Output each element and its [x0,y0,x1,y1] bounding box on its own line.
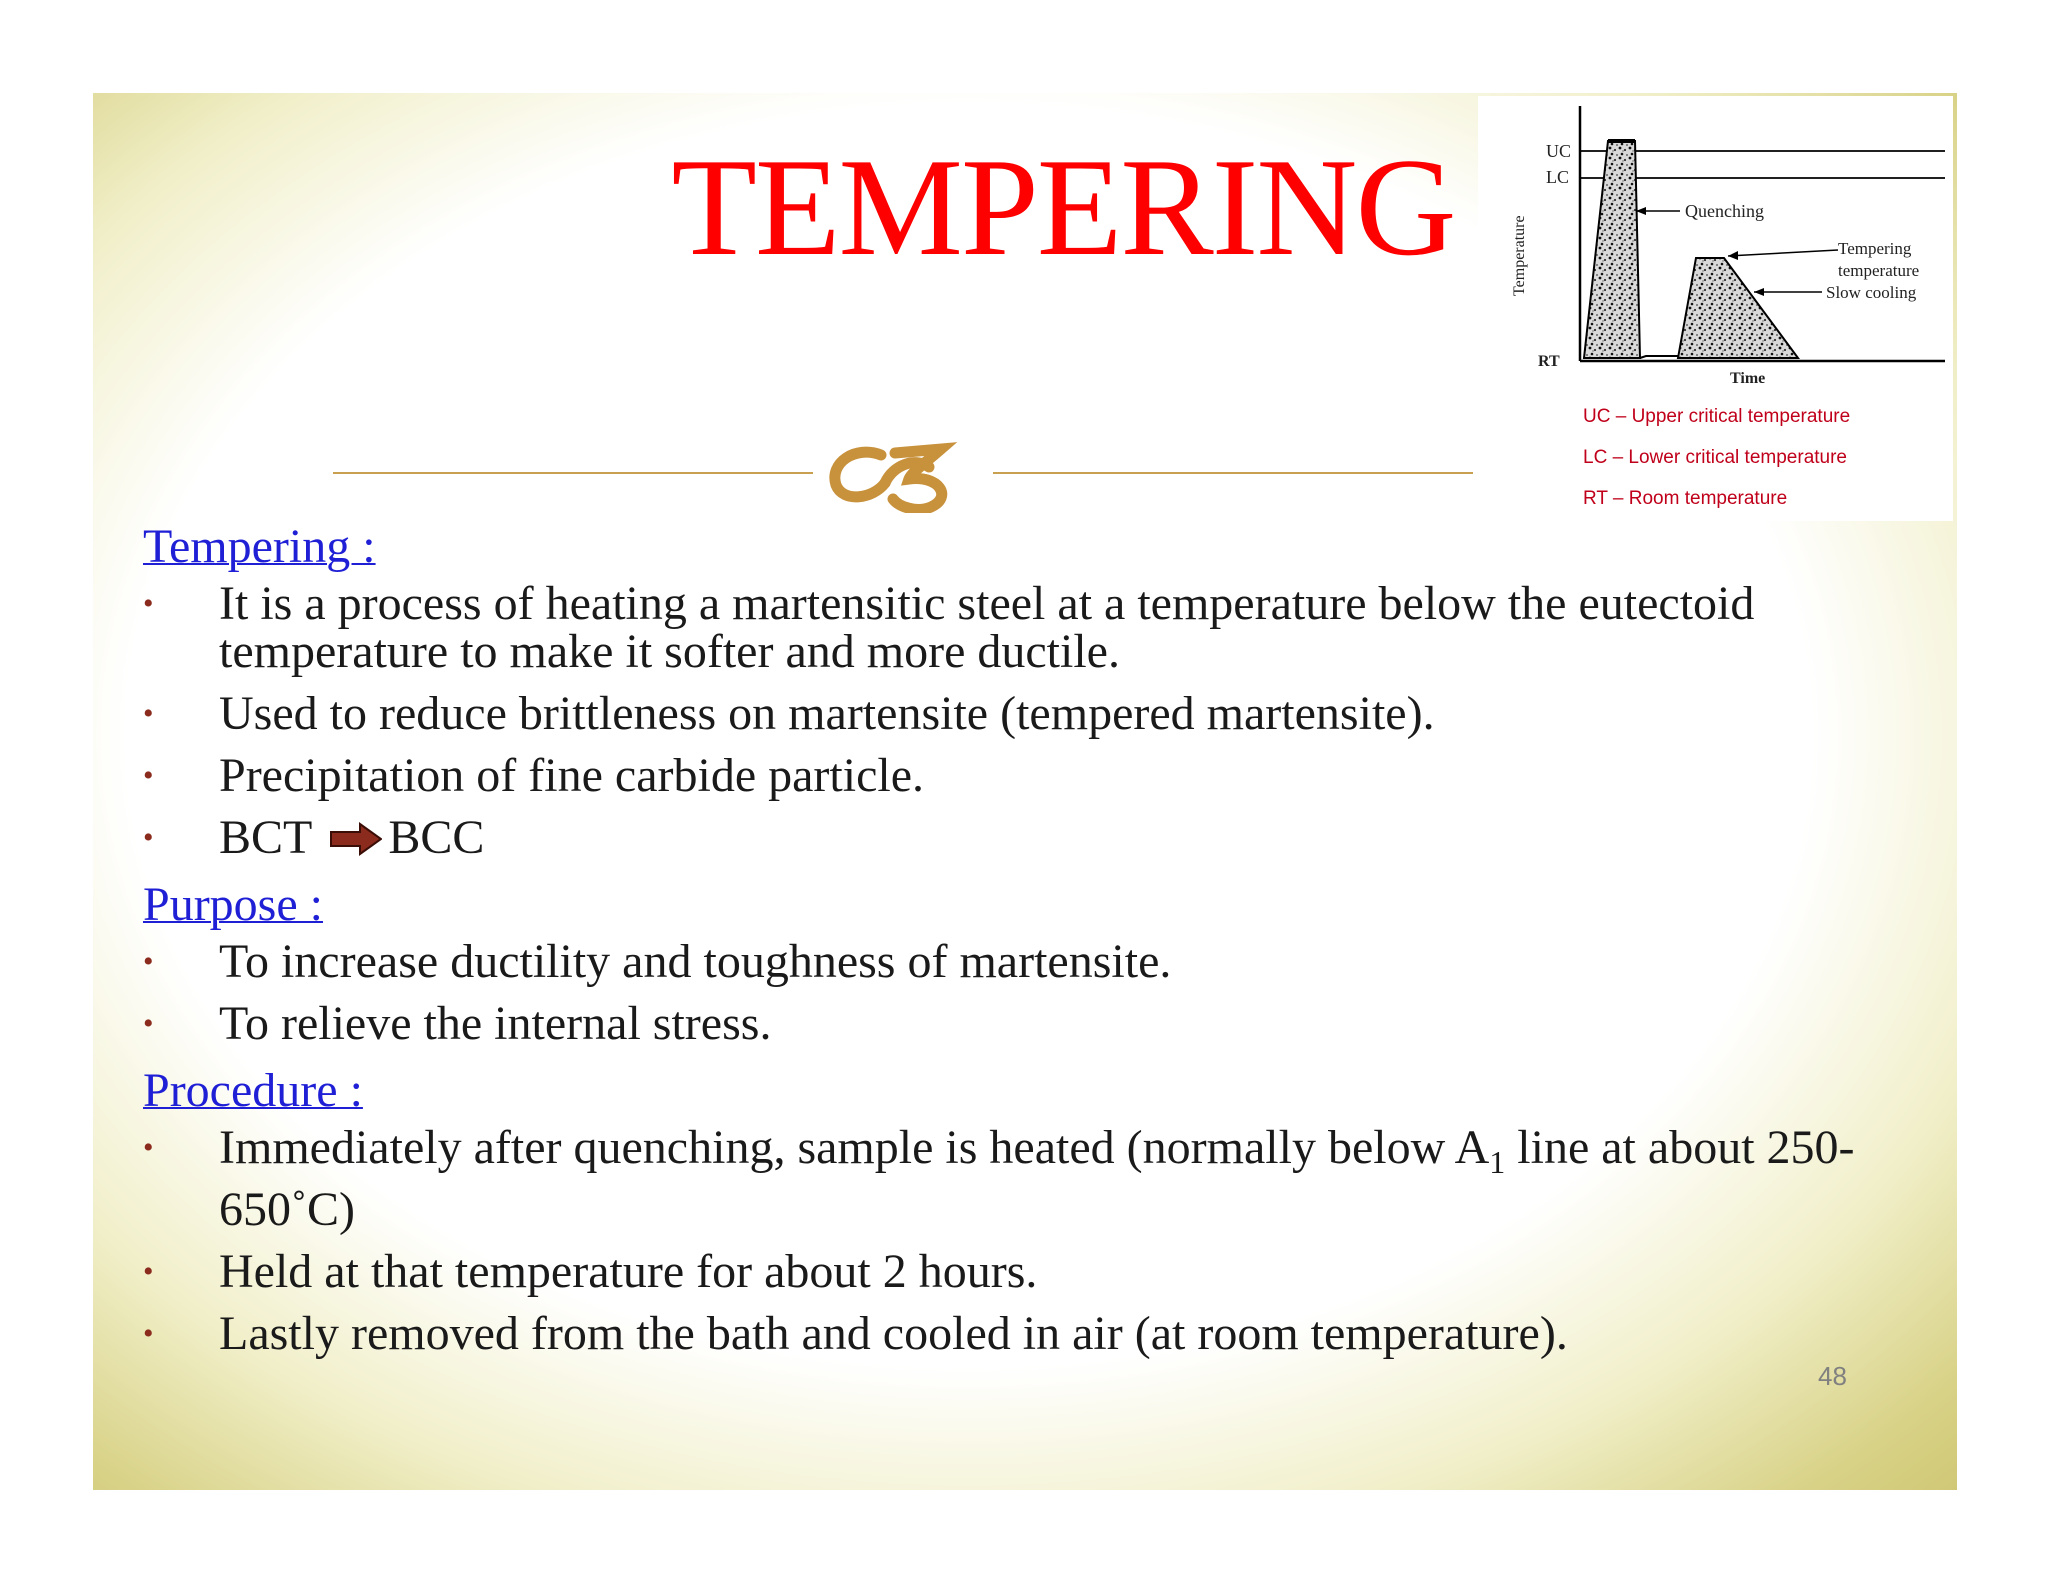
right-arrow-icon [330,822,382,856]
list-item: • Immediately after quenching, sample is heated (normally below $A_1$ line at about 250-650˚C) [143,1121,1855,1236]
legend-item-rt: RT – Room temperature [1583,488,1788,509]
list-item: • To increase ductility and toughness of martensite. [143,935,1172,988]
x-axis-label: Time [1730,370,1766,386]
y-axis-label: Temperature [1511,215,1528,296]
list-item: • To relieve the internal stress. [143,997,772,1050]
bullet-icon: • [143,697,154,730]
temperature-time-graph [1478,96,1953,386]
tempering-label-line2: temperature [1838,261,1920,280]
bullet-icon: • [143,945,154,978]
slide-body [143,518,1863,1372]
tempering-diagram [1478,96,1953,521]
bcc-label: BCC [388,811,485,864]
rt-hold-line [1640,356,1678,358]
ornament-icon [835,449,942,509]
purpose-heading[interactable]: Purpose : [143,878,323,931]
list-item: • Used to reduce brittleness on martensite (tempered martensite). [143,687,1435,740]
temper-region [1678,258,1798,358]
lc-label: LC [1546,167,1570,187]
legend-item-uc: UC – Upper critical temperature [1583,406,1851,427]
tempering-label-line1: Tempering [1838,239,1912,258]
ornament-divider [333,433,1473,513]
bullet-icon: • [143,1255,154,1288]
uc-label: UC [1546,141,1572,161]
tempering-heading[interactable]: Tempering : [143,520,376,573]
slide [93,93,1957,1490]
rt-label: RT [1538,353,1560,370]
bct-label: BCT [219,811,313,864]
bullet-icon: • [143,1131,154,1164]
slow-cooling-label: Slow cooling [1826,283,1917,302]
list-item: • It is a process of heating a martensitic steel at a temperature below the eutectoid temperature to make it softer and more ductile. [143,577,1755,678]
bullet-icon: • [143,1007,154,1040]
legend-item-lc: LC – Lower critical temperature [1583,447,1847,468]
slide-title: TEMPERING [671,130,1455,285]
diagram-legend [1583,396,1850,519]
bullet-icon: • [143,1317,154,1350]
procedure-heading[interactable]: Procedure : [143,1064,363,1117]
list-item-bct-bcc [143,811,1863,864]
bullet-icon: • [143,587,154,620]
list-item: • Lastly removed from the bath and cooled in air (at room temperature). [143,1307,1568,1360]
quenching-label: Quenching [1685,201,1764,221]
quench-region [1584,141,1640,358]
list-item: • Precipitation of fine carbide particle. [143,749,925,802]
page-number: 48 [1818,1361,1847,1391]
bullet-icon: • [143,759,154,792]
bullet-icon: • [143,821,154,854]
list-item: • Held at that temperature for about 2 hours. [143,1245,1038,1298]
